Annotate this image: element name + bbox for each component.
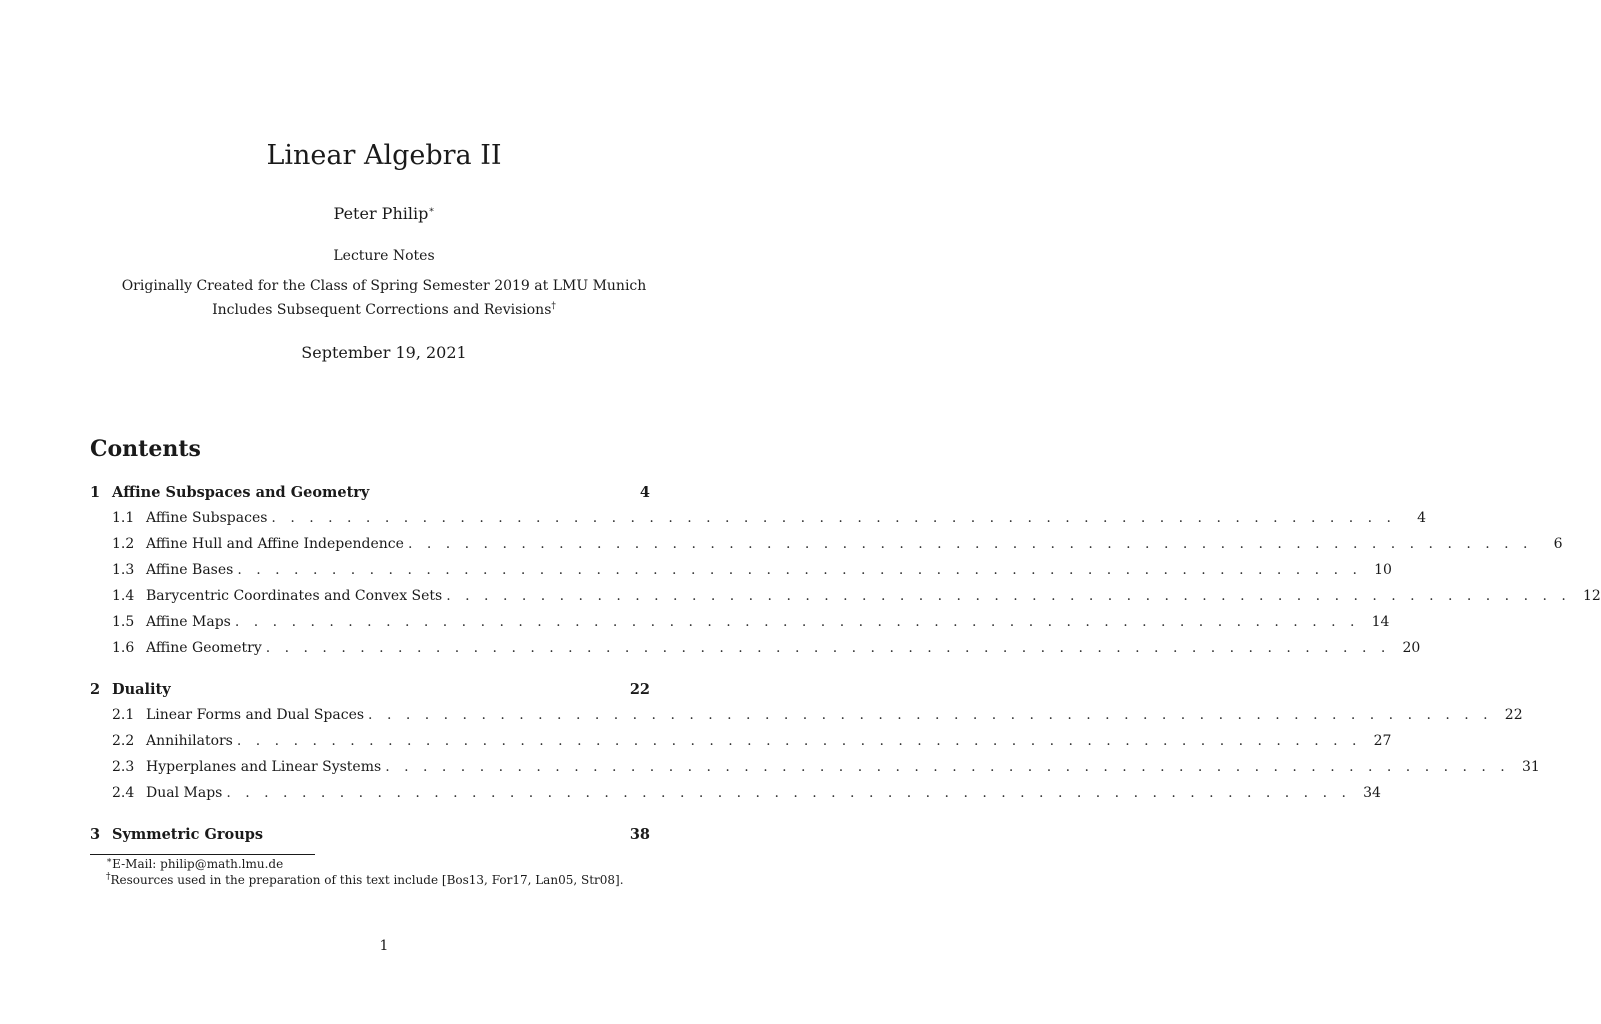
toc-section-page: 4 [639, 484, 650, 501]
toc-leader-dots: . . . . . . . . . . . . . . . . . . . . . . . . . . . . . . . . . . . . . . . . . . . . . . . . . . . . . . . . . . . . [226, 785, 1351, 801]
toc-leader-dots: . . . . . . . . . . . . . . . . . . . . . . . . . . . . . . . . . . . . . . . . . . . . . . . . . . . . . . . . . . . . [234, 614, 1360, 630]
toc-section-entry[interactable] [90, 681, 650, 701]
toc-subsection-number: 1.3 [112, 562, 135, 578]
footnote-rule [90, 854, 315, 855]
toc-section-page: 38 [629, 826, 650, 843]
footnote-text: E-Mail: philip@math.lmu.de [112, 857, 284, 871]
includes-text: Includes Subsequent Corrections and Revisions [212, 302, 552, 318]
toc-subsection-page: 14 [1371, 614, 1390, 630]
toc-subsection-entry[interactable] [112, 707, 1523, 727]
toc-subsection-entry[interactable] [112, 510, 1426, 530]
toc-subsection-number: 1.1 [112, 510, 135, 526]
toc-subsection-number: 2.4 [112, 785, 135, 801]
toc-subsection-number: 1.5 [112, 614, 135, 630]
toc-leader-dots: . . . . . . . . . . . . . . . . . . . . . . . . . . . . . . . . . . . . . . . . . . . . . . . . . . . . . . . . . . . . [237, 562, 1362, 578]
document-date: September 19, 2021 [301, 343, 467, 362]
toc-subsection-entry[interactable] [112, 759, 1540, 779]
origin-line: Originally Created for the Class of Spring Semester 2019 at LMU Munich [121, 278, 647, 294]
author-footnote-mark[interactable]: ∗ [428, 205, 435, 216]
toc-section-number: 2 [90, 681, 101, 698]
footnote-resources [106, 873, 624, 887]
toc-subsection-page: 31 [1521, 759, 1540, 775]
document-title: Linear Algebra II [266, 140, 502, 171]
footnote-mark: ∗ [106, 856, 113, 866]
toc-section-title: Affine Subspaces and Geometry [112, 484, 370, 501]
toc-section-number: 1 [90, 484, 101, 501]
author-line [0, 204, 768, 223]
footnote-mark: † [106, 872, 111, 882]
toc-subsection-entry[interactable] [112, 785, 1381, 805]
toc-subsection-title: Hyperplanes and Linear Systems [146, 759, 382, 775]
toc-section-title: Symmetric Groups [112, 826, 264, 843]
toc-section-title: Duality [112, 681, 171, 698]
toc-leader-dots: . . . . . . . . . . . . . . . . . . . . . . . . . . . . . . . . . . . . . . . . . . . . . . . . . . . . . . . . . . . . [265, 640, 1391, 656]
toc-subsection-entry[interactable] [112, 536, 1563, 556]
toc-section-page: 22 [629, 681, 650, 698]
contents-heading: Contents [90, 436, 201, 462]
toc-subsection-title: Affine Bases [146, 562, 234, 578]
toc-subsection-page: 34 [1363, 785, 1381, 801]
toc-section-number: 3 [90, 826, 101, 843]
includes-line [0, 302, 768, 318]
author-name: Peter Philip [333, 204, 429, 223]
toc-leader-dots: . . . . . . . . . . . . . . . . . . . . . . . . . . . . . . . . . . . . . . . . . . . . . . . . . . . . . . . . . . . . [446, 588, 1571, 604]
toc-subsection-page: 12 [1583, 588, 1601, 604]
toc-leader-dots: . . . . . . . . . . . . . . . . . . . . . . . . . . . . . . . . . . . . . . . . . . . . . . . . . . . . . . . . . . . . [407, 536, 1533, 552]
toc-leader-dots: . . . . . . . . . . . . . . . . . . . . . . . . . . . . . . . . . . . . . . . . . . . . . . . . . . . . . . . . . . . . [236, 733, 1362, 749]
footnote-text: Resources used in the preparation of this text include [Bos13, For17, Lan05, Str08]. [110, 873, 624, 887]
toc-subsection-title: Affine Geometry [146, 640, 262, 656]
toc-subsection-number: 2.3 [112, 759, 135, 775]
toc-subsection-page: 4 [1417, 510, 1426, 526]
toc-leader-dots: . . . . . . . . . . . . . . . . . . . . . . . . . . . . . . . . . . . . . . . . . . . . . . . . . . . . . . . . . . . . [385, 759, 1510, 775]
toc-subsection-number: 1.4 [112, 588, 135, 604]
toc-subsection-title: Annihilators [146, 733, 233, 749]
toc-subsection-number: 2.2 [112, 733, 135, 749]
toc-subsection-title: Affine Hull and Affine Independence [146, 536, 404, 552]
toc-leader-dots: . . . . . . . . . . . . . . . . . . . . . . . . . . . . . . . . . . . . . . . . . . . . . . . . . . . . . . . . . . . . [368, 707, 1493, 723]
toc-subsection-title: Affine Maps [146, 614, 231, 630]
toc-subsection-entry[interactable] [112, 733, 1392, 753]
toc-subsection-page: 10 [1374, 562, 1392, 578]
toc-subsection-entry[interactable] [112, 562, 1392, 582]
toc-subsection-title: Affine Subspaces [146, 510, 268, 526]
toc-subsection-entry[interactable] [112, 588, 1601, 608]
footnote-email [106, 857, 283, 871]
toc-section-entry[interactable] [90, 826, 650, 846]
toc-subsection-number: 1.6 [112, 640, 135, 656]
toc-subsection-entry[interactable] [112, 640, 1421, 660]
toc-subsection-number: 2.1 [112, 707, 135, 723]
subtitle: Lecture Notes [333, 248, 435, 264]
toc-subsection-page: 27 [1373, 733, 1392, 749]
page-number: 1 [379, 938, 389, 954]
toc-subsection-page: 20 [1402, 640, 1421, 656]
toc-subsection-number: 1.2 [112, 536, 135, 552]
toc-subsection-title: Dual Maps [146, 785, 223, 801]
toc-leader-dots: . . . . . . . . . . . . . . . . . . . . . . . . . . . . . . . . . . . . . . . . . . . . . . . . . . . . . . . . . . . . [271, 510, 1396, 526]
toc-subsection-page: 22 [1504, 707, 1523, 723]
toc-subsection-title: Barycentric Coordinates and Convex Sets [146, 588, 443, 604]
includes-footnote-mark[interactable]: † [551, 301, 556, 312]
toc-subsection-title: Linear Forms and Dual Spaces [146, 707, 365, 723]
toc-section-entry[interactable] [90, 484, 650, 504]
toc-subsection-entry[interactable] [112, 614, 1390, 634]
toc-subsection-page: 6 [1553, 536, 1563, 552]
